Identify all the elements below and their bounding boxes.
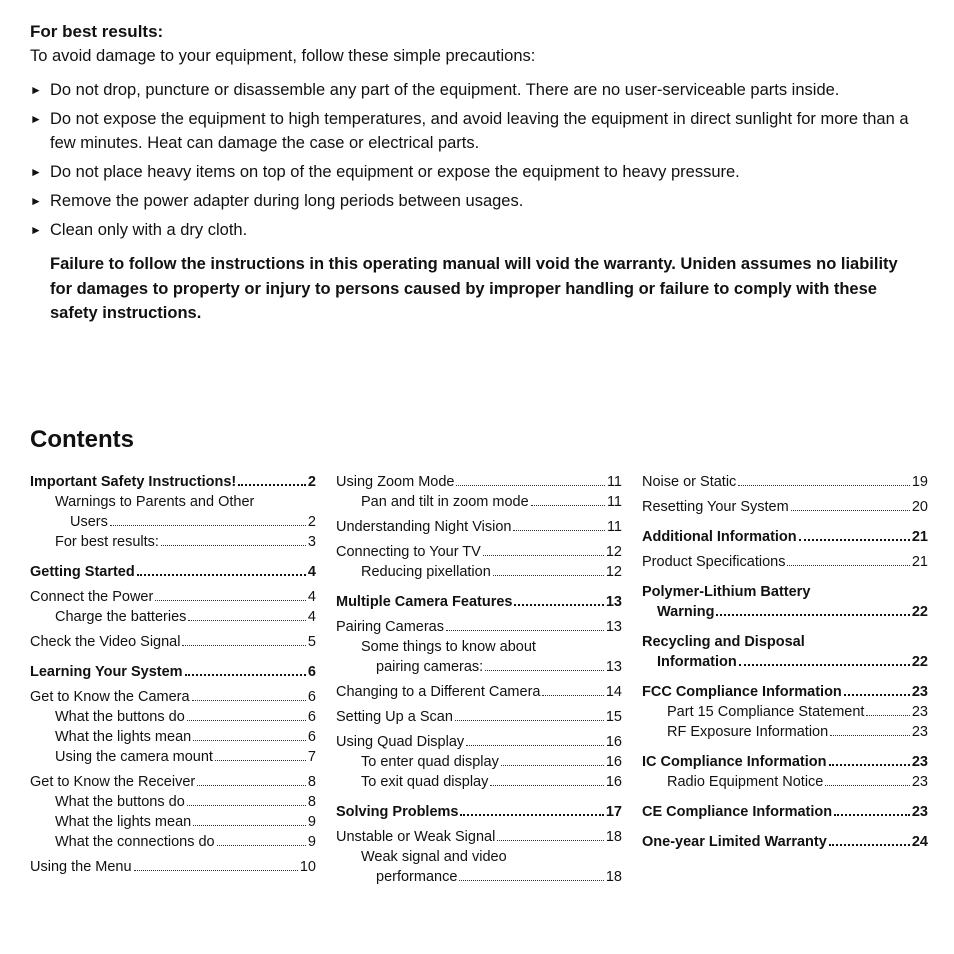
dot-leader — [185, 674, 306, 676]
toc-page-number: 11 — [606, 494, 622, 510]
toc-page-number: 8 — [307, 794, 316, 810]
precaution-text: Remove the power adapter during long periods between usages. — [50, 192, 524, 210]
dot-leader — [134, 870, 298, 871]
dot-leader — [238, 484, 306, 486]
toc-page-number: 9 — [307, 814, 316, 830]
toc-entry-label: Connect the Power — [30, 589, 154, 605]
toc-entry[interactable] — [336, 802, 622, 822]
dot-leader — [493, 575, 604, 576]
toc-entry[interactable] — [30, 492, 316, 532]
toc-entry-label: Recycling and Disposal — [642, 634, 805, 650]
toc-entry-label: Product Specifications — [642, 554, 786, 570]
toc-page-number: 6 — [307, 729, 316, 745]
dot-leader — [825, 785, 909, 786]
dot-leader — [182, 645, 305, 646]
toc-page-number: 21 — [911, 529, 928, 545]
dot-leader — [485, 670, 604, 671]
toc-entry-label: What the buttons do — [55, 709, 185, 725]
dot-leader — [215, 760, 306, 761]
dot-leader — [466, 745, 604, 746]
toc-entry-label: Weak signal and video — [361, 849, 507, 865]
toc-entry[interactable] — [642, 582, 928, 622]
toc-entry[interactable] — [336, 592, 622, 612]
toc-page-number: 15 — [605, 709, 622, 725]
toc-entry[interactable] — [30, 727, 316, 747]
toc-entry-label: Solving Problems — [336, 804, 459, 820]
dot-leader — [155, 600, 306, 601]
toc-page-number: 18 — [605, 829, 622, 845]
precautions-list — [30, 78, 930, 247]
toc-page-number: 22 — [911, 654, 928, 670]
dot-leader — [193, 825, 306, 826]
dot-leader — [739, 664, 910, 666]
toc-page-number: 12 — [605, 544, 622, 560]
precaution-text: Do not place heavy items on top of the equipment or expose the equipment to heavy pressure. — [50, 163, 740, 181]
toc-page-number: 23 — [911, 724, 928, 740]
toc-page-number: 23 — [911, 684, 928, 700]
toc-entry-label: Multiple Camera Features — [336, 594, 513, 610]
dot-leader — [531, 505, 605, 506]
precaution-text: Clean only with a dry cloth. — [50, 221, 248, 239]
toc-page-number: 19 — [911, 474, 928, 490]
toc-entry[interactable] — [642, 772, 928, 792]
toc-page-number: 23 — [911, 704, 928, 720]
toc-entry-label: To exit quad display — [361, 774, 489, 790]
toc-entry[interactable] — [336, 517, 622, 537]
toc-entry-label: Users — [70, 514, 108, 530]
best-results-intro: To avoid damage to your equipment, follow these simple precautions: — [30, 47, 536, 65]
toc-entry[interactable] — [642, 722, 928, 742]
toc-page-number: 8 — [307, 774, 316, 790]
toc-entry[interactable] — [30, 747, 316, 767]
toc-entry[interactable] — [336, 682, 622, 702]
toc-entry[interactable] — [30, 662, 316, 682]
toc-entry-label: Information — [657, 654, 737, 670]
toc-entry-label: For best results: — [55, 534, 159, 550]
bullet-arrow-icon: ► — [30, 83, 42, 97]
toc-entry-label: Using the Menu — [30, 859, 132, 875]
toc-entry[interactable] — [642, 682, 928, 702]
dot-leader — [187, 720, 306, 721]
toc-page-number: 24 — [911, 834, 928, 850]
toc-entry-label: Get to Know the Camera — [30, 689, 190, 705]
toc-page-number: 13 — [605, 619, 622, 635]
toc-entry-label: Using Quad Display — [336, 734, 465, 750]
toc-page-number: 2 — [307, 474, 316, 490]
dot-leader — [460, 814, 603, 816]
toc-entry[interactable] — [336, 562, 622, 582]
toc-entry-label: Using the camera mount — [55, 749, 213, 765]
dot-leader — [197, 785, 306, 786]
toc-page-number: 2 — [307, 514, 316, 530]
toc-entry[interactable] — [30, 607, 316, 627]
toc-entry[interactable] — [30, 857, 316, 877]
toc-page-number: 21 — [911, 554, 928, 570]
toc-page-number: 13 — [605, 659, 622, 675]
dot-leader — [513, 530, 604, 531]
toc-entry[interactable] — [336, 732, 622, 752]
toc-page-number: 18 — [605, 869, 622, 885]
toc-entry-label: Reducing pixellation — [361, 564, 491, 580]
toc-entry-label: Changing to a Different Camera — [336, 684, 541, 700]
toc-entry-label: Radio Equipment Notice — [667, 774, 824, 790]
toc-entry-label: Pairing Cameras — [336, 619, 444, 635]
toc-column-3 — [642, 472, 928, 852]
dot-leader — [501, 765, 604, 766]
dot-leader — [188, 620, 306, 621]
toc-entry[interactable] — [30, 532, 316, 552]
toc-column-1 — [30, 472, 316, 877]
toc-entry-label: What the lights mean — [55, 814, 192, 830]
toc-entry[interactable] — [336, 752, 622, 772]
toc-page-number: 23 — [911, 774, 928, 790]
toc-entry[interactable] — [30, 562, 316, 582]
precaution-item — [30, 78, 930, 102]
toc-entry[interactable] — [30, 772, 316, 792]
toc-entry-label: Polymer-Lithium Battery — [642, 584, 811, 600]
toc-entry[interactable] — [336, 847, 622, 887]
toc-entry[interactable] — [30, 587, 316, 607]
toc-entry-label: Charge the batteries — [55, 609, 187, 625]
toc-entry[interactable] — [30, 707, 316, 727]
toc-page-number: 13 — [605, 594, 622, 610]
dot-leader — [830, 735, 910, 736]
toc-entry-label: performance — [376, 869, 458, 885]
toc-entry[interactable] — [30, 472, 316, 492]
dot-leader — [738, 485, 910, 486]
dot-leader — [514, 604, 603, 606]
toc-entry[interactable] — [336, 542, 622, 562]
dot-leader — [446, 630, 604, 631]
precaution-text: Do not expose the equipment to high temperatures, and avoid leaving the equipment in direct sunlight for more than a few minutes. Heat can damage the case or electrical parts. — [50, 110, 909, 152]
toc-entry[interactable] — [642, 752, 928, 772]
toc-entry-label: One-year Limited Warranty — [642, 834, 827, 850]
toc-page-number: 12 — [605, 564, 622, 580]
toc-entry-label: Part 15 Compliance Statement — [667, 704, 865, 720]
dot-leader — [844, 694, 910, 696]
toc-entry-label: Using Zoom Mode — [336, 474, 455, 490]
toc-entry-label: Important Safety Instructions! — [30, 474, 237, 490]
toc-entry[interactable] — [336, 827, 622, 847]
dot-leader — [542, 695, 603, 696]
toc-page-number: 7 — [307, 749, 316, 765]
dot-leader — [829, 844, 910, 846]
toc-entry[interactable] — [336, 472, 622, 492]
toc-entry-label: Learning Your System — [30, 664, 183, 680]
toc-entry[interactable] — [642, 802, 928, 822]
toc-entry-label: What the lights mean — [55, 729, 192, 745]
toc-entry[interactable] — [642, 632, 928, 672]
toc-page-number: 4 — [307, 564, 316, 580]
toc-entry-label: Check the Video Signal — [30, 634, 181, 650]
toc-page-number: 5 — [307, 634, 316, 650]
precaution-item — [30, 107, 930, 155]
toc-entry[interactable] — [30, 832, 316, 852]
toc-entry-label: Warnings to Parents and Other — [55, 494, 255, 510]
toc-entry-label: RF Exposure Information — [667, 724, 829, 740]
dot-leader — [834, 814, 910, 816]
warranty-warning: Failure to follow the instructions in this operating manual will void the warranty. Uniden assumes no liability for damages to property or injury to persons caused by improper handling or failure to comply with these safety instructions. — [50, 255, 898, 322]
toc-entry[interactable] — [336, 617, 622, 637]
dot-leader — [716, 614, 909, 616]
toc-entry-label: Connecting to Your TV — [336, 544, 481, 560]
toc-entry-label: Understanding Night Vision — [336, 519, 512, 535]
dot-leader — [455, 720, 604, 721]
toc-entry[interactable] — [642, 702, 928, 722]
dot-leader — [217, 845, 306, 846]
toc-entry[interactable] — [642, 527, 928, 547]
toc-entry-label: Additional Information — [642, 529, 797, 545]
toc-page-number: 20 — [911, 499, 928, 515]
toc-entry-label: Resetting Your System — [642, 499, 789, 515]
dot-leader — [483, 555, 604, 556]
dot-leader — [193, 740, 306, 741]
toc-page-number: 23 — [911, 754, 928, 770]
dot-leader — [192, 700, 306, 701]
toc-page-number: 6 — [307, 689, 316, 705]
dot-leader — [137, 574, 306, 576]
toc-entry[interactable] — [336, 637, 622, 677]
precaution-item — [30, 160, 930, 184]
toc-page-number: 14 — [605, 684, 622, 700]
toc-entry-label: Getting Started — [30, 564, 135, 580]
toc-entry-label: Warning — [657, 604, 715, 620]
toc-entry-label: Get to Know the Receiver — [30, 774, 196, 790]
bullet-arrow-icon: ► — [30, 223, 42, 237]
toc-page-number: 3 — [307, 534, 316, 550]
contents-heading: Contents — [30, 426, 134, 453]
dot-leader — [187, 805, 306, 806]
toc-page-number: 17 — [605, 804, 622, 820]
toc-entry-label: pairing cameras: — [376, 659, 484, 675]
toc-page-number: 11 — [606, 519, 622, 535]
dot-leader — [110, 525, 306, 526]
toc-entry-label: Pan and tilt in zoom mode — [361, 494, 529, 510]
toc-entry[interactable] — [642, 832, 928, 852]
toc-entry-label: What the buttons do — [55, 794, 185, 810]
toc-page-number: 23 — [911, 804, 928, 820]
best-results-heading: For best results: — [30, 22, 164, 41]
toc-entry-label: Setting Up a Scan — [336, 709, 453, 725]
toc-entry-label: Noise or Static — [642, 474, 737, 490]
toc-entry[interactable] — [336, 707, 622, 727]
toc-entry[interactable] — [642, 497, 928, 517]
toc-column-2 — [336, 472, 622, 887]
toc-entry[interactable] — [30, 632, 316, 652]
toc-entry[interactable] — [30, 687, 316, 707]
bullet-arrow-icon: ► — [30, 112, 42, 126]
toc-entry-label: CE Compliance Information — [642, 804, 833, 820]
precaution-item — [30, 218, 930, 242]
toc-page-number: 16 — [605, 774, 622, 790]
precaution-text: Do not drop, puncture or disassemble any part of the equipment. There are no user-serviceable parts inside. — [50, 81, 840, 99]
toc-page-number: 16 — [605, 734, 622, 750]
toc-page-number: 4 — [307, 589, 316, 605]
dot-leader — [787, 565, 909, 566]
precaution-item — [30, 189, 930, 213]
dot-leader — [459, 880, 603, 881]
dot-leader — [490, 785, 604, 786]
toc-entry-label: What the connections do — [55, 834, 215, 850]
toc-entry[interactable] — [642, 472, 928, 492]
toc-entry[interactable] — [336, 772, 622, 792]
toc-entry[interactable] — [30, 812, 316, 832]
toc-entry-label: Unstable or Weak Signal — [336, 829, 496, 845]
dot-leader — [791, 510, 910, 511]
toc-entry[interactable] — [336, 492, 622, 512]
dot-leader — [497, 840, 604, 841]
dot-leader — [799, 539, 910, 541]
toc-entry-label: IC Compliance Information — [642, 754, 827, 770]
toc-page-number: 10 — [299, 859, 316, 875]
toc-entry[interactable] — [642, 552, 928, 572]
toc-entry-label: To enter quad display — [361, 754, 499, 770]
toc-entry-label: Some things to know about — [361, 639, 536, 655]
toc-entry[interactable] — [30, 792, 316, 812]
bullet-arrow-icon: ► — [30, 194, 42, 208]
toc-page-number: 9 — [307, 834, 316, 850]
toc-page-number: 16 — [605, 754, 622, 770]
dot-leader — [829, 764, 910, 766]
dot-leader — [456, 485, 604, 486]
toc-page-number: 6 — [307, 709, 316, 725]
dot-leader — [161, 545, 306, 546]
toc-page-number: 6 — [307, 664, 316, 680]
toc-page-number: 22 — [911, 604, 928, 620]
toc-page-number: 4 — [307, 609, 316, 625]
toc-entry-label: FCC Compliance Information — [642, 684, 842, 700]
bullet-arrow-icon: ► — [30, 165, 42, 179]
dot-leader — [866, 715, 909, 716]
toc-page-number: 11 — [606, 474, 622, 490]
